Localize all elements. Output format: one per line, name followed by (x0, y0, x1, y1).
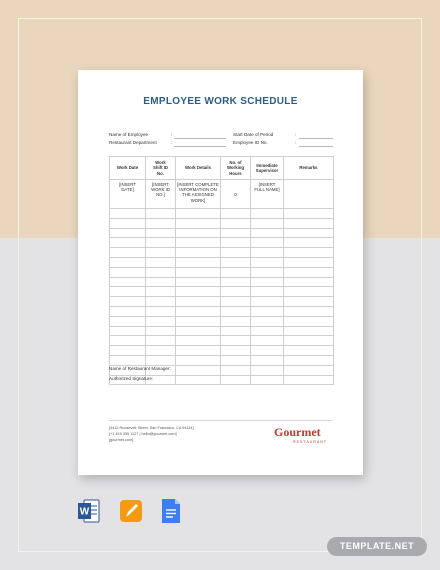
table-cell (176, 238, 221, 248)
table-cell (284, 267, 334, 277)
table-cell (221, 346, 251, 356)
table-row (110, 257, 334, 267)
table-cell (284, 306, 334, 316)
cell-work-id: [INSERT WORK ID NO.] (146, 180, 176, 209)
table-cell (221, 326, 251, 336)
table-cell (176, 326, 221, 336)
table-cell (284, 218, 334, 228)
table-cell (284, 346, 334, 356)
table-cell (146, 316, 176, 326)
table-cell (110, 209, 146, 219)
table-cell (251, 336, 284, 346)
table-cell (221, 316, 251, 326)
table-cell (284, 277, 334, 287)
table-cell (176, 297, 221, 307)
table-cell (251, 277, 284, 287)
cell-supervisor: [INSERT FULL NAME] (251, 180, 284, 209)
table-cell (251, 209, 284, 219)
table-cell (251, 267, 284, 277)
table-cell (146, 248, 176, 258)
template-net-badge[interactable]: TEMPLATE.NET (327, 537, 427, 556)
table-cell (221, 297, 251, 307)
cell-work-date: [INSERT DATE] (110, 180, 146, 209)
table-cell (110, 287, 146, 297)
table-cell (146, 267, 176, 277)
footer-divider (109, 420, 333, 421)
table-cell (176, 228, 221, 238)
table-cell (176, 375, 221, 385)
table-cell (221, 267, 251, 277)
table-cell (251, 375, 284, 385)
table-cell (284, 238, 334, 248)
start-date-line (299, 138, 333, 139)
table-cell (146, 326, 176, 336)
restaurant-department-line (174, 146, 226, 147)
table-row (110, 306, 334, 316)
table-row (110, 238, 334, 248)
table-cell (221, 375, 251, 385)
employee-id-label: Employee ID No. : (233, 140, 297, 145)
cell-work-details: [INSERT COMPLETE INFORMATION ON THE ASSIGNED WORK] (176, 180, 221, 209)
table-cell (146, 346, 176, 356)
table-row (110, 209, 334, 219)
table-cell (176, 316, 221, 326)
table-cell (251, 355, 284, 365)
table-cell (251, 346, 284, 356)
table-cell (284, 228, 334, 238)
table-cell (221, 218, 251, 228)
table-cell (146, 257, 176, 267)
table-row (110, 248, 334, 258)
table-cell (251, 326, 284, 336)
table-cell (251, 238, 284, 248)
brand-logo: Gourmet (274, 425, 321, 439)
document-preview[interactable] (78, 70, 363, 475)
table-cell (251, 316, 284, 326)
table-row (110, 355, 334, 365)
table-row (110, 346, 334, 356)
table-cell (176, 277, 221, 287)
table-row (110, 180, 334, 209)
schedule-table (109, 156, 334, 385)
table-cell (176, 267, 221, 277)
table-cell (221, 257, 251, 267)
table-cell (221, 277, 251, 287)
table-cell (221, 306, 251, 316)
table-cell (284, 326, 334, 336)
table-cell (110, 228, 146, 238)
table-cell (146, 355, 176, 365)
table-cell (110, 238, 146, 248)
footer-contact: [+1 415 355 1127 | hello@gourmet.com] (109, 432, 177, 436)
google-docs-icon[interactable] (160, 498, 182, 524)
table-cell (146, 209, 176, 219)
table-cell (176, 209, 221, 219)
table-row (110, 228, 334, 238)
table-cell (146, 218, 176, 228)
table-cell (284, 248, 334, 258)
table-row (110, 218, 334, 228)
footer-address: [4412 Roosevelt Street, San Francisco, CA 94114] (109, 426, 194, 430)
table-cell (221, 336, 251, 346)
table-cell (251, 228, 284, 238)
table-row (110, 297, 334, 307)
table-cell (221, 238, 251, 248)
word-icon[interactable] (78, 498, 100, 524)
table-cell (284, 336, 334, 346)
table-row (110, 277, 334, 287)
signature-label: Authorized Signature: (109, 376, 154, 381)
table-row (110, 326, 334, 336)
table-header-row (110, 157, 334, 180)
table-cell (251, 218, 284, 228)
start-date-label: Start Date of Period : (233, 132, 297, 137)
table-cell (110, 218, 146, 228)
table-cell (251, 248, 284, 258)
restaurant-department-label: Restaurant Department : (109, 140, 173, 145)
svg-text:W: W (79, 506, 90, 518)
header-remarks: Remarks (284, 157, 334, 180)
header-work-shift-id: Work Shift ID No. (146, 157, 176, 180)
table-cell (110, 297, 146, 307)
table-cell (284, 297, 334, 307)
table-cell (146, 277, 176, 287)
table-cell (176, 218, 221, 228)
pages-icon[interactable] (120, 498, 142, 524)
table-cell (251, 297, 284, 307)
table-cell (110, 277, 146, 287)
table-cell (284, 209, 334, 219)
table-cell (284, 257, 334, 267)
header-immediate-supervisor: Immediate Supervisor (251, 157, 284, 180)
table-cell (146, 228, 176, 238)
table-row (110, 287, 334, 297)
cell-working-hours: 0 (221, 180, 251, 209)
table-cell (251, 257, 284, 267)
table-cell (251, 365, 284, 375)
table-cell (146, 306, 176, 316)
employee-id-line (299, 146, 333, 147)
table-cell (176, 346, 221, 356)
header-work-date: Work Date (110, 157, 146, 180)
table-cell (176, 306, 221, 316)
header-work-details: Work Details (176, 157, 221, 180)
table-cell (221, 248, 251, 258)
header-working-hours: No. of Working Hours (221, 157, 251, 180)
table-row (110, 336, 334, 346)
table-cell (110, 346, 146, 356)
table-cell (110, 306, 146, 316)
table-row (110, 267, 334, 277)
manager-label: Name of Restaurant Manager: (109, 366, 171, 371)
table-cell (110, 316, 146, 326)
table-cell (110, 257, 146, 267)
brand-subtitle: RESTAURANT (293, 440, 328, 444)
empty-rows (110, 209, 334, 385)
table-cell (146, 287, 176, 297)
table-row (110, 316, 334, 326)
cell-remarks (284, 180, 334, 209)
table-cell (221, 355, 251, 365)
footer-website: [gourmet.com] (109, 438, 134, 442)
employee-name-line (174, 138, 226, 139)
table-cell (176, 248, 221, 258)
table-cell (221, 228, 251, 238)
table-cell (251, 306, 284, 316)
table-cell (176, 365, 221, 375)
table-cell (176, 336, 221, 346)
employee-name-label: Name of Employee : (109, 132, 173, 137)
table-cell (251, 287, 284, 297)
table-cell (284, 287, 334, 297)
table-cell (176, 287, 221, 297)
table-cell (221, 209, 251, 219)
table-cell (110, 267, 146, 277)
table-cell (146, 336, 176, 346)
table-cell (146, 297, 176, 307)
table-cell (284, 355, 334, 365)
table-cell (110, 326, 146, 336)
table-cell (146, 238, 176, 248)
table-cell (221, 365, 251, 375)
table-cell (110, 248, 146, 258)
table-cell (284, 375, 334, 385)
table-cell (176, 355, 221, 365)
table-cell (110, 336, 146, 346)
table-cell (221, 287, 251, 297)
table-cell (284, 365, 334, 375)
table-cell (284, 316, 334, 326)
table-cell (110, 355, 146, 365)
table-cell (176, 257, 221, 267)
document-title: EMPLOYEE WORK SCHEDULE (143, 96, 298, 107)
